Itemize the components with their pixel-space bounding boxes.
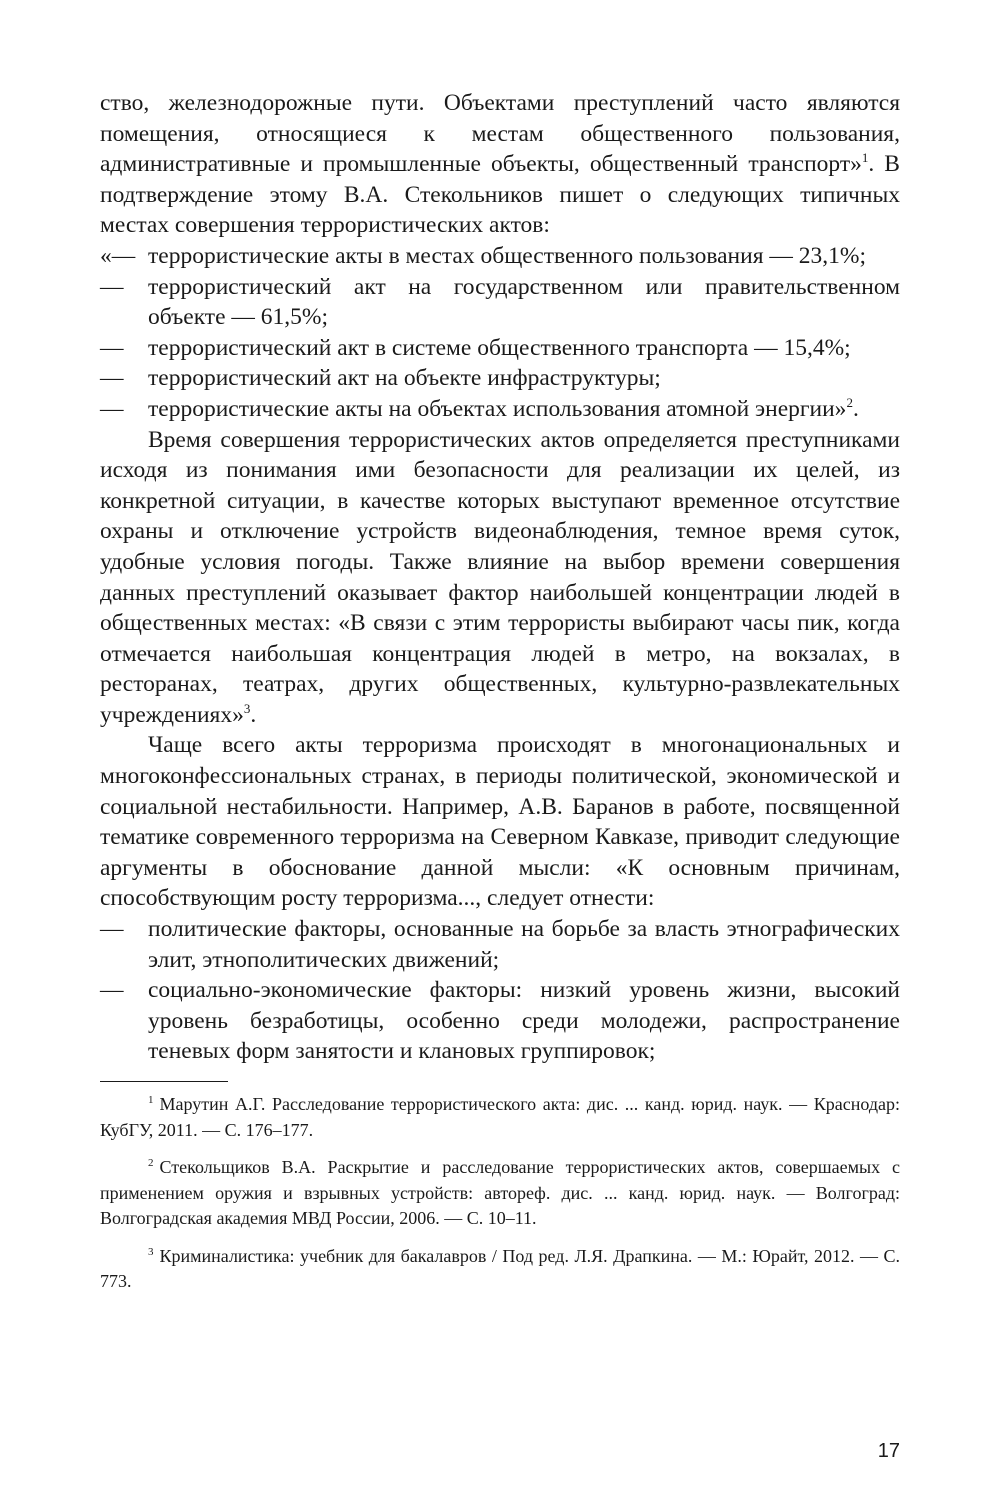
footnote-ref-3[interactable]: 3 xyxy=(243,701,251,717)
paragraph-time xyxy=(100,425,900,731)
footnote xyxy=(100,1092,900,1143)
intro-text: ство, железнодорожные пути. Объектами преступлений часто являются помещения, относящиеся к местам общественного пользования, административные и промышленные объекты, общественный транспорт» xyxy=(100,90,900,178)
list-marker: — xyxy=(100,395,124,422)
list-item-text: террористический акт на объекте инфраструктуры; xyxy=(148,365,661,392)
list-item xyxy=(100,394,900,425)
places-list xyxy=(100,241,900,425)
list-marker: — xyxy=(100,365,124,392)
list-item-text: террористические акты в местах общественного пользования — 23,1%; xyxy=(148,242,866,269)
list-marker: — xyxy=(100,334,124,361)
footnote-text: Марутин А.Г. Расследование террористического акта: дис. ... канд. юрид. наук. — Краснодар: КубГУ, 2011. — С. 176–177. xyxy=(100,1094,900,1140)
footnote-ref-1[interactable]: 1 xyxy=(861,150,869,166)
list-item xyxy=(100,975,900,1067)
page-number: 17 xyxy=(877,1440,900,1462)
list-item-text: политические факторы, основанные на борьбе за власть этнографических элит, этнополитических движений; xyxy=(148,916,900,973)
footnote-number: 2 xyxy=(148,1157,154,1169)
paragraph-causes xyxy=(100,730,900,914)
list-item-tail: . xyxy=(852,395,859,422)
paragraph-tail: . xyxy=(250,701,257,728)
causes-list xyxy=(100,914,900,1067)
list-marker: — xyxy=(100,916,124,943)
footnote-number: 1 xyxy=(148,1094,154,1106)
footnote-ref-2[interactable]: 2 xyxy=(846,395,853,411)
footnote-text: Стекольщиков В.А. Раскрытие и расследование террористических актов, совершаемых с применением оружия и взрывных устройств: автореф. дис. ... канд. юрид. наук. — Волгоград: Волгоградская академия МВД России, 2006. — С. 10–11. xyxy=(100,1157,900,1228)
list-item xyxy=(100,914,900,975)
list-item xyxy=(100,241,900,272)
intro-tail: . В подтверждение этому В.А. Стекольников пишет о следующих типичных местах совершения террористических актов: xyxy=(100,151,900,239)
footnote-number: 3 xyxy=(148,1245,154,1258)
footnotes xyxy=(100,1092,900,1295)
list-item xyxy=(100,333,900,364)
list-item-text: террористический акт на государственном или правительственном объекте — 61,5%; xyxy=(148,273,900,331)
main-text xyxy=(100,88,900,1067)
paragraph-text: Время совершения террористических актов определяется преступниками исходя из понимания ими безопасности для реализации их целей, из конкретной ситуации, в качестве которых выступают временное отсутствие охраны и отключение устройств видеонаблюдения, темное время суток, удобные условия погоды. Также влияние на выбор времени совершения данных преступлений оказывает фактор наибольшей концентрации людей в общественных местах: «В связи с этим террористы выбирают часы пик, когда отмечается наибольшая концентрация людей в метро, на вокзалах, в ресторанах, театрах, других общественных, культурно-развлекательных учреждениях» xyxy=(100,426,900,728)
paragraph-text: Чаще всего акты терроризма происходят в многонациональных и многоконфессиональных странах, в периоды политической, экономической и социальной нестабильности. Например, А.В. Баранов в работе, посвященной тематике современного терроризма на Северном Кавказе, приводит следующие аргументы в обоснование данной мысли: «К основным причинам, способствующим росту терроризма..., следует отнести: xyxy=(100,732,900,912)
footnote-text: Криминалистика: учебник для бакалавров / Под ред. Л.Я. Драпкина. — М.: Юрайт, 2012. — С. 773. xyxy=(100,1245,900,1291)
list-marker: «— xyxy=(100,242,136,269)
footnote xyxy=(100,1155,900,1232)
list-marker: — xyxy=(100,273,124,300)
list-item-text: террористические акты на объектах использования атомной энергии» xyxy=(148,395,847,422)
footnote-divider xyxy=(100,1081,228,1082)
list-marker: — xyxy=(100,977,124,1004)
intro-paragraph xyxy=(100,88,900,241)
list-item xyxy=(100,363,900,394)
page xyxy=(100,88,900,1307)
list-item xyxy=(100,272,900,333)
footnote xyxy=(100,1244,900,1295)
list-item-text: социально-экономические факторы: низкий уровень жизни, высокий уровень безработицы, особенно среди молодежи, распространение теневых форм занятости и клановых группировок; xyxy=(148,977,900,1065)
list-item-text: террористический акт в системе общественного транспорта — 15,4%; xyxy=(148,334,851,361)
